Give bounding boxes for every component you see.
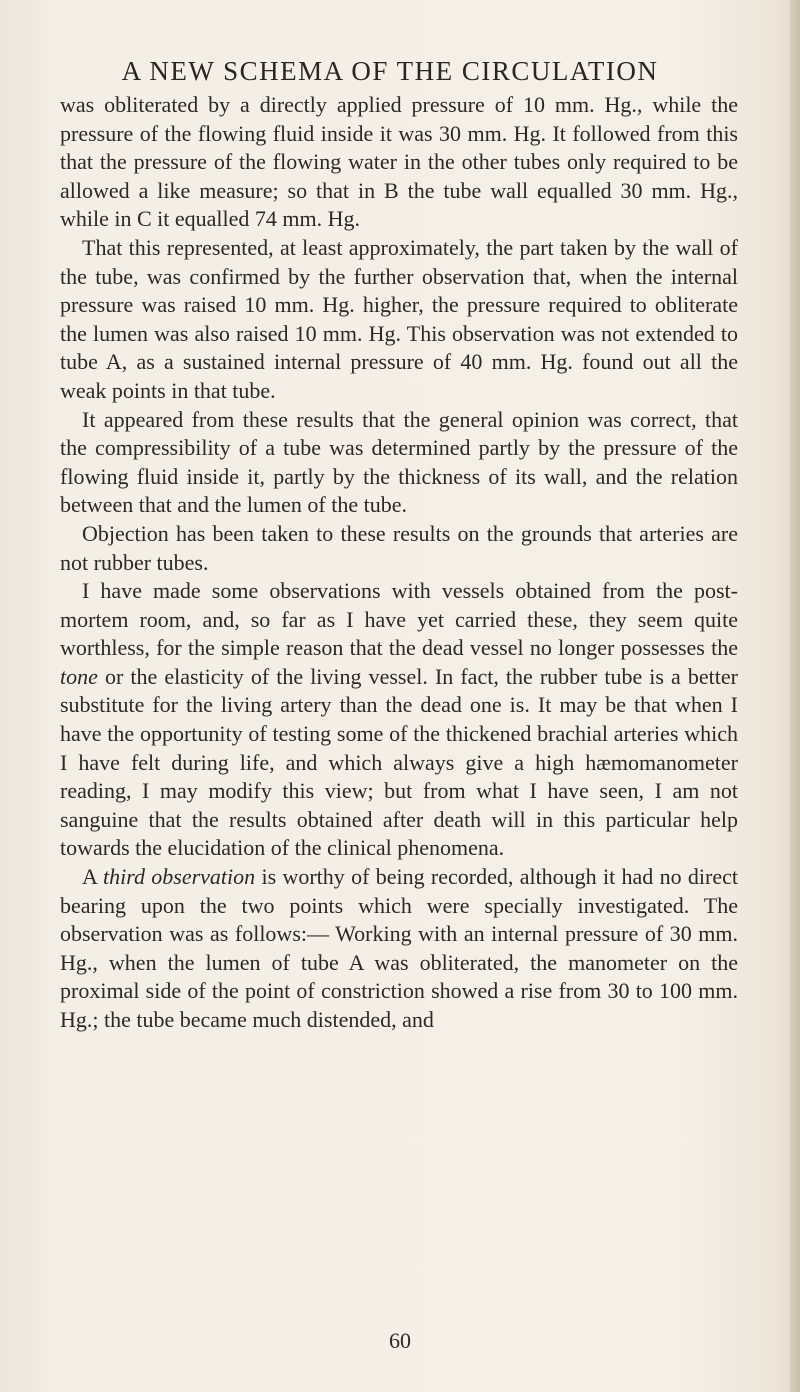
paragraph-5-italic-term: tone xyxy=(60,663,98,689)
paragraph-5-text-after: or the elasticity of the living vessel. In fact, the rubber tube is a better substitute for the living artery than the dead one is. It may be that when I have the opportunity of testing some of the thickened brachial arteries which I have felt during life, and which always give a high hæmomanometer reading, I may modify this view; but from what I have seen, I am not sanguine that the results obtained after death will in this particular help towards the elucidation of the clinical phenomena. xyxy=(60,663,738,861)
paragraph-5-text-before: I have made some observations with vessels obtained from the post-mortem room, and, so far as I have yet carried these, they seem quite worthless, for the simple reason that the dead vessel no longer possesses the xyxy=(60,578,738,661)
paragraph-5 xyxy=(60,577,738,863)
paragraph-6-text-before: A xyxy=(82,864,103,890)
paragraph-6-text-after: is worthy of being recorded, although it had no direct bearing upon the two points which were specially investigated. The observation was as follows:— Working with an internal pressure of 30 mm. Hg., when the lumen of tube A was obliterated, the manometer on the proximal side of the point of constriction showed a rise from 30 to 100 mm. Hg.; the tube became much distended, and xyxy=(60,864,738,1032)
running-head: A NEW SCHEMA OF THE CIRCULATION xyxy=(121,56,659,86)
paragraph-2: That this represented, at least approximately, the part taken by the wall of the tube, was confirmed by the further observation that, when the internal pressure was raised 10 mm. Hg. higher, the pressure required to obliterate the lumen was also raised 10 mm. Hg. This observation was not extended to tube A, as a sustained internal pressure of 40 mm. Hg. found out all the weak points in that tube. xyxy=(60,234,738,403)
paragraph-3: It appeared from these results that the general opinion was correct, that the compressibility of a tube was determined partly by the pressure of the flowing fluid inside it, partly by the thickness of its wall, and the relation between that and the lumen of the tube. xyxy=(60,406,738,518)
paragraph-6-italic-term: third observation xyxy=(103,864,256,890)
page-number: 60 xyxy=(389,1328,411,1353)
paragraph-1: was obliterated by a directly applied pressure of 10 mm. Hg., while the pressure of the flowing fluid inside it was 30 mm. Hg. It followed from this that the pressure of the flowing water in the other tubes only required to be allowed a like measure; so that in B the tube wall equalled 30 mm. Hg., while in C it equalled 74 mm. Hg. xyxy=(60,92,738,232)
paragraph-4: Objection has been taken to these results on the grounds that arteries are not rubber tubes. xyxy=(60,520,738,575)
paragraph-6 xyxy=(60,863,738,1035)
body-text xyxy=(60,91,738,1035)
page-edge xyxy=(790,0,800,1392)
